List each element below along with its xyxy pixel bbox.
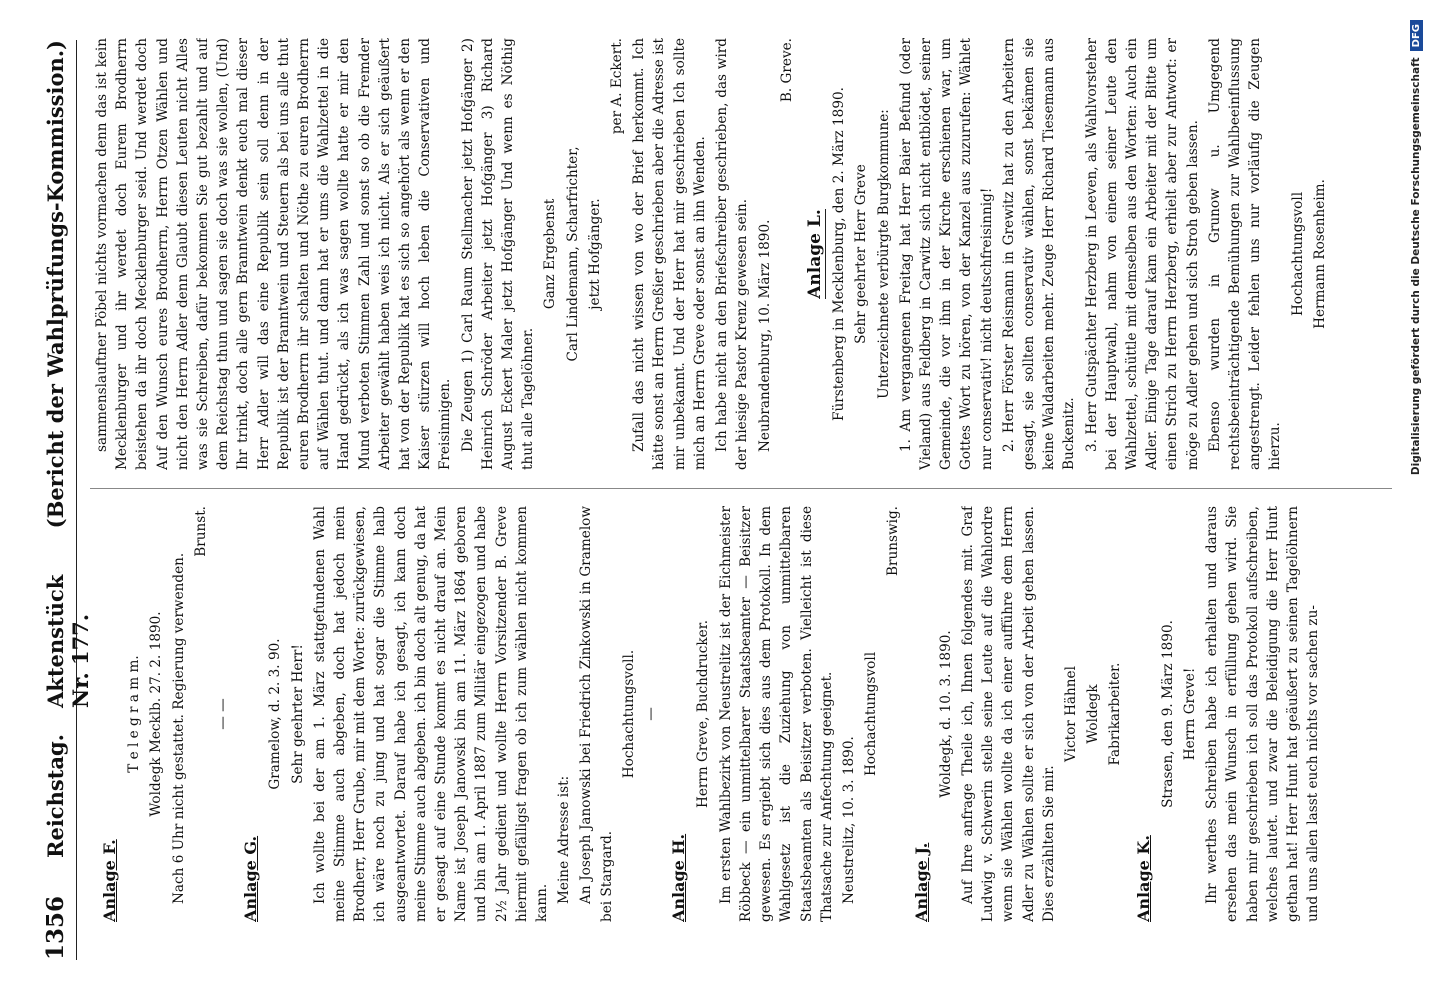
dfg-credit-text: Digitalisierung gefördert durch die Deutsche Forschungsgemeinschaft — [1410, 57, 1422, 476]
section-heading: Anlage J. — [911, 842, 931, 922]
paragraph: Ich wollte bei der am 1. März stattgefundenen Wahl meine Stimme auch abgeben, doch hat jedoch mein Brodherr, Herr Grube, mir mit dem Worte: zurückgewiesen, ich wäre noch zu jung und hat sogar die Stimme halb ausgeantwortet. Darauf habe ich gesagt, ich kann doch meine Stimme auch abgeben. ich bin doch alt genug, da hat er gesagt auf eine Stunde kommt es nicht drauf an. Mein Name ist Joseph Janowski bin am 11. März 1864 geboren und bin am 1. April 1887 zum Militär eingezogen und habe 2½ Jahr gedient und wollte Herrn Vorsitzender B. Greve hiermit gefälligst fragen ob ich zum wählen nicht kommen kann. — [311, 506, 551, 922]
left-column — [92, 506, 1392, 922]
centered-line: Victor Hähnel — [1062, 666, 1079, 762]
centered-line: Fabrikarbeiter. — [1107, 662, 1124, 766]
centered-line: Hochachtungsvoll — [1289, 191, 1306, 317]
paragraph: Neubrandenburg, 10. März 1890. — [756, 219, 773, 452]
signature-line: Brunswig. — [885, 506, 902, 576]
section-heading: Anlage G. — [241, 835, 261, 922]
header-aktenstueck: Aktenstück Nr. 177. — [43, 574, 93, 708]
paragraph: Neustrelitz, 10. 3. 1890. — [840, 736, 857, 904]
paragraph: Nach 6 Uhr nicht gestattet. Regierung verwenden. — [170, 552, 187, 904]
centered-line: Hermann Rosenheim. — [1311, 179, 1328, 329]
paragraph: sammenslauftner Pöbel nichts vormachen denn das ist kein Mecklenburger und ihr werdet doch Eurem Brodherrn beistehen da ihr doch Mecklenburger seid. Und werdet doch Auf den Wunsch eures Brodherrn, Herrn Otzen Wählen und nicht den Herrn Adler denn Glaubt diesen Leuten nicht Alles was sie Schreiben, dafür bekommen Sie gut bezahlt und auf dem Reichstag thun und sagen sie doch was sie wollen, (Und) Ihr trinkt, doch alle gern Branntwein denkt euch mal dieser Herr Adler will das eine Republik sein soll denn in der Republik ist der Branntwein und Steuern als bei uns alle thut euren Brodherrn ihr schalten und Nöthe zu euren Brodherrn auf Wählen thut. und dann hat er ums die Wahlzettel in die Hand gedrückt, als ich was sagen wollte hatte er mir den Mund verboten Stimmen Zahl und sonst so ob die Fremder Arbeiter gewählt haben weis ich nicht. Als er sich geäußert hat von der Republik hat es sich so angehört als wenn er den Kaiser stürzen will hoch leben die Conservativen und Freisinnigen. — [94, 38, 454, 470]
centered-line: Unterzeichnete verbürgte Burgkommune: — [875, 109, 892, 399]
centered-line: — — [643, 707, 660, 721]
centered-line: Hochachtungsvoll. — [620, 649, 637, 779]
centered-line: — — — [215, 698, 232, 730]
centered-line: Gramelow, d. 2. 3. 90. — [267, 638, 284, 790]
header-report-title: (Bericht der Wahlprüfungs-Kommission.) — [43, 40, 68, 529]
section-heading: Anlage H. — [669, 833, 689, 922]
centered-line: T e l e g r a m m. — [126, 655, 143, 773]
right-column — [92, 38, 1392, 470]
centered-line: Woldegk — [1085, 684, 1102, 744]
paragraph: 2. Herr Förster Reismann in Grewitz hat zu den Arbeitern gesagt, sie sollten conservativ wählen, sonst bekämen sie keine Waldarbeiten mehr. Zeuge Herr Richard Tiesemann aus Buckenitz. — [1000, 38, 1078, 470]
paragraph: Ich habe nicht an den Briefschreiber geschrieben, das wird der hiesige Pastor Krenz gewesen sein. — [714, 38, 751, 470]
footer-credit — [1406, 20, 1426, 980]
paragraph: Ebenso wurden in Grunow u. Umgegend rechtsbeeinträchtigende Bemühungen zur Wahlbeeinflussung angestrengt. Leider fehlen uns nur vorläufig die Zeugen hierzu. — [1206, 38, 1284, 470]
signature-line: B. Greve. — [778, 38, 795, 103]
page-number: 1356 — [42, 895, 69, 960]
centered-line: Herrn Greve! — [1181, 667, 1198, 761]
section-heading-text: Anlage L. — [804, 209, 825, 299]
centered-line: Ganz Ergebenst — [542, 198, 559, 310]
centered-line: jetzt Hofgänger. — [586, 198, 603, 310]
signature-line: Brunst. — [192, 506, 209, 557]
paragraph: Auf Ihre anfrage Theile ich, Ihnen folgendes mit. Graf Ludwig v. Schwerin stelle seine Leute auf die Wahlordre wenn sie Wählen wollte da ich einer aufführe dem Herrn Adler zu Wählen sollte er sich von der Arbeit gehen lassen. Dies erzählten Sie mir. — [959, 506, 1057, 922]
paragraph: Im ersten Wahlbezirk von Neustrelitz ist der Eichmeister Röbbeck — ein unmittelbarer Staatsbeamter — Beisitzer gewesen. Es ergiebt sich dies aus dem Protokoll. In dem Wahlgesetz ist die Zuziehung von unmittelbaren Staatsbeamten als Beisitzer verboten. Vielleicht ist diese Thatsache zur Anfechtung geeignet. — [717, 506, 835, 922]
dfg-logo: DFG — [1410, 20, 1423, 51]
centered-line: Herrn Greve, Buchdrucker. — [695, 619, 712, 809]
paragraph: Die Zeugen 1) Carl Raum Stellmacher jetzt Hofgänger 2) Heinrich Schröder Arbeiter jetzt Hofgänger 3) Richard August Eckert Maler jetzt Hofgänger Und wenn es Nöthig thut alle Tagelöhner. — [459, 38, 537, 470]
centered-line: Sehr geehrter Herr Greve — [853, 164, 870, 344]
section-heading: Anlage F. — [100, 839, 119, 922]
paragraph: Meine Adresse ist: — [556, 775, 573, 904]
paragraph: Zufall das nicht wissen von wo der Brief herkommt. Ich hätte sonst an Herrn Greßier geschrieben aber die Adresse ist mir unbekannt. Und der Herr hat mir geschrieben Ich sollte mich an Herrn Greve oder sonst an ihn Wenden. — [631, 38, 708, 470]
signature-line: per A. Eckert. — [609, 38, 626, 135]
centered-line: Sehr geehrter Herr! — [289, 644, 306, 784]
paragraph: 3. Herr Gutspächter Herzberg in Leeven, als Wahlvorsteher bei der Hauptwahl, nahm von einem seiner Leute den Wahlzettel, schüttle mit demselben aus den Worten: Auch ein Adler. Einige Tage darauf kam ein Arbeiter mit der Bitte um einen Strich zu Herrn Herzberg, erhielt aber zur Antwort: er möge zu Adler gehen und sich Stroh geben lassen. — [1083, 38, 1201, 470]
paragraph: Ihr werthes Schreiben habe ich erhalten und daraus ersehen das mein Wunsch in erfüllung gehen wird. Sie haben mir geschrieben ich soll das Protokoll aufschreiben, welches lautet. und zwar die Beleidigung die Herr Hunt gethan hat! Herr Hunt hat geäußert zu seinen Tagelöhnern und uns allen lasst euch nichts vor sachen zu- — [1204, 506, 1322, 922]
paragraph: 1. Am vergangenen Freitag hat Herr Baier Befund (oder Vieland) aus Feldberg in Carwitz sich nicht entblödet, seiner Gemeinde, die vor ihm in der Kirche erschienen war, um Gottes Wort zu hören, von der Kanzel aus zuzurufen: Wählet nur conservativ! nicht deutschfreisinnig! — [897, 38, 995, 470]
section-heading — [805, 38, 825, 470]
paragraph: An Joseph Janowski bei Friedrich Zinkowski in Gramelow bei Stargard. — [578, 506, 615, 922]
centered-line: Hochachtungsvoll — [863, 651, 880, 777]
centered-line: Fürstenberg in Mecklenburg, den 2. März 1890. — [831, 87, 848, 421]
centered-line: Strasen, den 9. März 1890. — [1159, 620, 1176, 808]
header-reichstag: Reichstag. — [43, 734, 68, 858]
section-heading: Anlage K. — [1133, 835, 1153, 922]
page-header — [42, 40, 93, 960]
centered-line: Woldegk, d. 10. 3. 1890. — [937, 630, 954, 798]
centered-line: Carl Lindemann, Scharfrichter, — [564, 146, 581, 362]
centered-line: Woldegk Mecklb. 27. 2. 1890. — [148, 611, 165, 817]
column-divider — [90, 488, 1392, 489]
